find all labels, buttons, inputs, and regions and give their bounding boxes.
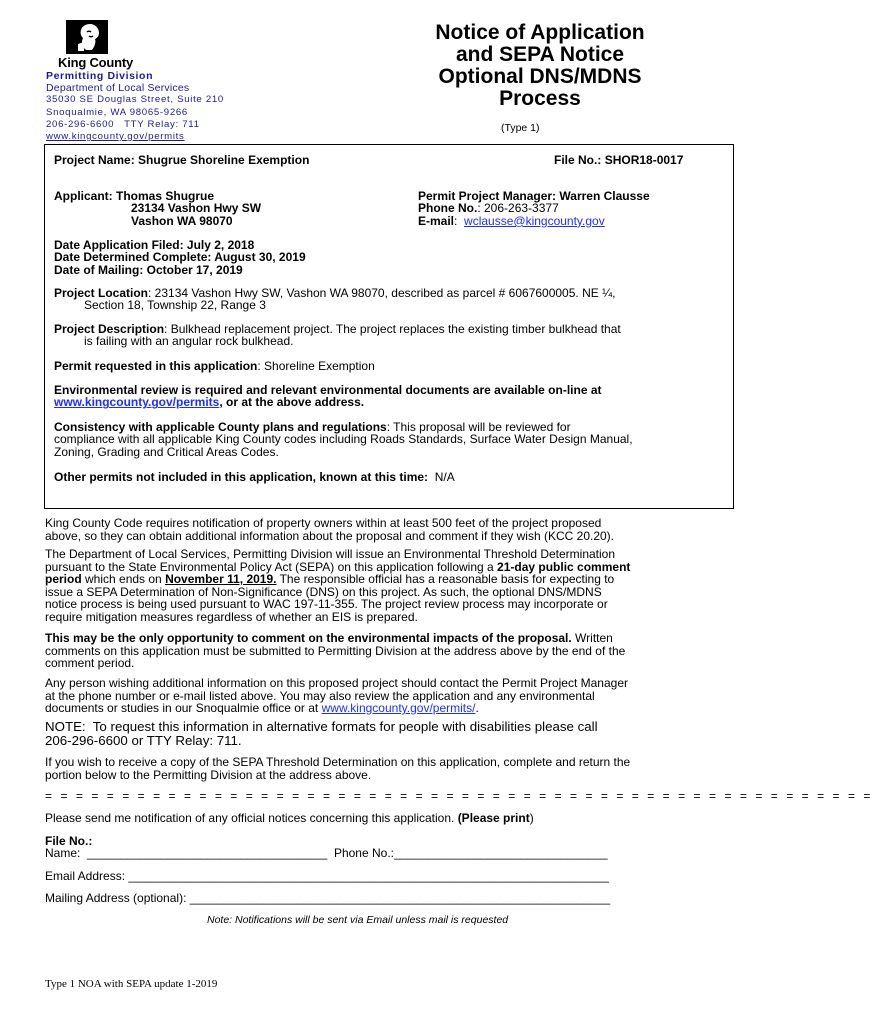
applicant-address-line2: Vashon WA 98070 <box>131 213 233 228</box>
title-line4: Process <box>499 87 581 110</box>
project-location-label: Project Location <box>54 286 149 300</box>
form-name-phone-row <box>45 847 608 860</box>
accessibility-note <box>45 720 733 748</box>
environmental-review-line1: Environmental review is required and relevant environmental documents are available on-line at <box>54 383 602 397</box>
accessibility-note-line2: 206-296-6600 or TTY Relay: 711. <box>45 733 242 749</box>
notification-request-text: Please send me notification of any official notices concerning this application. <box>45 811 458 825</box>
applicant-name: Thomas Shugrue <box>116 189 215 203</box>
comment-opportunity-bold: This may be the only opportunity to comment on the environmental impacts of the proposal. <box>45 631 572 645</box>
manager-phone: : 206-263-3377 <box>477 201 559 216</box>
file-number-row <box>554 154 683 166</box>
form-phone-field[interactable]: Phone No.:________________________________ <box>333 846 608 860</box>
permit-requested-value: : Shoreline Exemption <box>257 359 375 373</box>
form-mailing-address-field[interactable]: Mailing Address (optional): _______________________________________________________________ <box>45 891 611 905</box>
return-instructions <box>45 756 733 781</box>
document-footer: Type 1 NOA with SEPA update 1-2019 <box>45 978 218 990</box>
file-number-label: File No.: <box>554 153 602 167</box>
manager-email-link[interactable]: wclausse@kingcounty.gov <box>464 213 605 228</box>
environmental-review <box>54 384 726 409</box>
please-print-close: ) <box>529 811 534 825</box>
sepa-line6: require mitigation measures regardless of whether an EIS is prepared. <box>45 609 418 624</box>
notice-title <box>375 22 705 110</box>
title-line3: Optional DNS/MDNS <box>438 65 642 88</box>
date-application-filed: Date Application Filed: July 2, 2018 <box>54 238 255 252</box>
comment-opportunity-line1: Written <box>571 631 613 645</box>
return-instructions-line2: portion below to the Permitting Division at the address above. <box>45 767 372 782</box>
consistency-line1: : This proposal will be reviewed for <box>386 420 571 434</box>
county-name: King County <box>58 55 134 70</box>
cut-line-divider: = = = = = = = = = = = = = = = = = = = = = = = = = = = = = = = = = = = = = = = = = = = = = = = = = = = = = = <box>45 789 873 803</box>
office-address-line2: Snoqualmie, WA 98065-9266 <box>46 106 188 118</box>
office-contact-block <box>46 70 224 143</box>
environmental-review-line2: , or at the above address. <box>219 395 365 410</box>
comment-deadline: November 11, 2019. <box>165 572 277 586</box>
project-name-row <box>54 154 309 166</box>
sepa-line3-start: which ends on <box>81 572 166 586</box>
project-description-label: Project Description <box>54 322 165 336</box>
king-county-logo-icon <box>66 20 108 54</box>
other-permits <box>54 471 455 483</box>
notification-line2: above, so they can obtain additional information about the proposal and comment if they wish (KCC 20.20). <box>45 528 614 543</box>
sepa-line1: The Department of Local Services, Permitting Division will issue an Environmental Threshold Determination <box>45 547 616 561</box>
manager-email-separator: : <box>454 213 465 228</box>
project-location-line2: Section 18, Township 22, Range 3 <box>84 298 266 313</box>
applicant-label: Applicant: <box>54 189 113 203</box>
permit-requested-label: Permit requested in this application <box>54 359 258 373</box>
sepa-paragraph <box>45 548 733 623</box>
please-print-label: (Please print <box>457 811 530 825</box>
form-file-number: File No.: <box>45 834 93 848</box>
other-permits-label: Other permits not included in this application, known at this time: <box>54 470 429 484</box>
header-website-link[interactable]: www.kingcounty.gov/permits <box>46 131 185 143</box>
comment-opportunity-paragraph <box>45 632 733 670</box>
project-location-line1: : 23134 Vashon Hwy SW, Vashon WA 98070, described as parcel # 6067600005. NE ¼, <box>148 286 616 300</box>
environmental-docs-link[interactable]: www.kingcounty.gov/permits <box>54 395 220 410</box>
consistency-line2: compliance with all applicable King County codes including Roads Standards, Surface Water Design Manual, <box>54 432 633 447</box>
form-name-field[interactable]: Name: ____________________________________ <box>45 846 328 860</box>
manager-label: Permit Project Manager: <box>418 189 557 203</box>
additional-info-line3: documents or studies in our Snoqualmie office or at <box>45 701 322 715</box>
applicant-block <box>54 190 261 227</box>
permits-website-link[interactable]: www.kingcounty.gov/permits/ <box>321 701 476 715</box>
project-location <box>54 287 726 312</box>
file-number-value: SHOR18-0017 <box>604 153 684 167</box>
sepa-line5: notice process is being used pursuant to WAC 197-11-355. The project review process may incorporate or <box>45 597 608 611</box>
comment-period-label-end: period <box>45 572 82 586</box>
department-name: Department of Local Services <box>46 82 190 95</box>
manager-email-label: E-mail <box>418 213 455 228</box>
consistency-label: Consistency with applicable County plans and regulations <box>54 420 387 434</box>
project-description-line1: : Bulkhead replacement project. The project replaces the existing timber bulkhead that <box>164 322 621 336</box>
office-address-line1: 35030 SE Douglas Street, Suite 210 <box>46 94 224 106</box>
title-line2: and SEPA Notice <box>455 43 625 66</box>
accessibility-note-line1: NOTE: To request this information in alternative formats for people with disabilities please call <box>45 719 598 734</box>
date-of-mailing: Date of Mailing: October 17, 2019 <box>54 262 243 277</box>
consistency-line3: Zoning, Grading and Critical Areas Codes. <box>54 444 279 459</box>
key-dates-block <box>54 239 306 276</box>
manager-phone-label: Phone No. <box>418 201 478 216</box>
notification-paragraph <box>45 517 733 542</box>
manager-name: Warren Clausse <box>559 189 650 203</box>
title-line1: Notice of Application <box>435 21 645 44</box>
project-description-line2: is failing with an angular rock bulkhead. <box>84 334 294 349</box>
notice-type: (Type 1) <box>501 122 540 134</box>
additional-info-line2: at the phone number or e-mail listed above. You may also review the application and any environmental <box>45 688 595 703</box>
consistency-section <box>54 421 726 458</box>
comment-opportunity-line2: comments on this application must be submitted to Permitting Division at the address above by the end of the <box>45 643 626 658</box>
additional-info-paragraph <box>45 677 733 715</box>
sepa-line3-end: The responsible official has a reasonable basis for expecting to <box>276 572 615 586</box>
return-instructions-line1: If you wish to receive a copy of the SEPA Threshold Determination on this application, complete and return the <box>45 755 631 769</box>
project-info-box <box>44 144 734 509</box>
comment-opportunity-line3: comment period. <box>45 656 135 670</box>
date-determined-complete: Date Determined Complete: August 30, 2019 <box>54 250 306 265</box>
form-email-field[interactable]: Email Address: ________________________________________________________________________ <box>45 869 609 883</box>
permit-requested <box>54 360 375 372</box>
notification-line1: King County Code requires notification of property owners within at least 500 feet of the project proposed <box>45 516 602 530</box>
page-header <box>44 18 734 143</box>
other-permits-value: N/A <box>428 470 455 484</box>
project-name-label: Project Name: <box>54 153 135 167</box>
additional-info-period: . <box>475 701 479 715</box>
sepa-line2: pursuant to the State Environmental Policy Act (SEPA) on this application following a <box>45 559 498 574</box>
notification-request <box>45 812 534 825</box>
division-name: Permitting Division <box>46 70 154 82</box>
comment-period-label: 21-day public comment <box>497 559 631 574</box>
additional-info-line1: Any person wishing additional information on this proposed project should contact the Permit Project Manager <box>45 676 628 690</box>
sepa-line4: issue a SEPA Determination of Non-Significance (DNS) on this project. As such, the optional DNS/MDNS <box>45 584 602 599</box>
project-manager-block <box>418 190 650 227</box>
project-name-value: Shugrue Shoreline Exemption <box>138 153 310 167</box>
applicant-address-line1: 23134 Vashon Hwy SW <box>131 201 262 216</box>
project-description <box>54 323 726 348</box>
email-notification-note: Note: Notifications will be sent via Email unless mail is requested <box>207 914 509 926</box>
office-phone-line: 206-296-6600 TTY Relay: 711 <box>46 118 200 130</box>
